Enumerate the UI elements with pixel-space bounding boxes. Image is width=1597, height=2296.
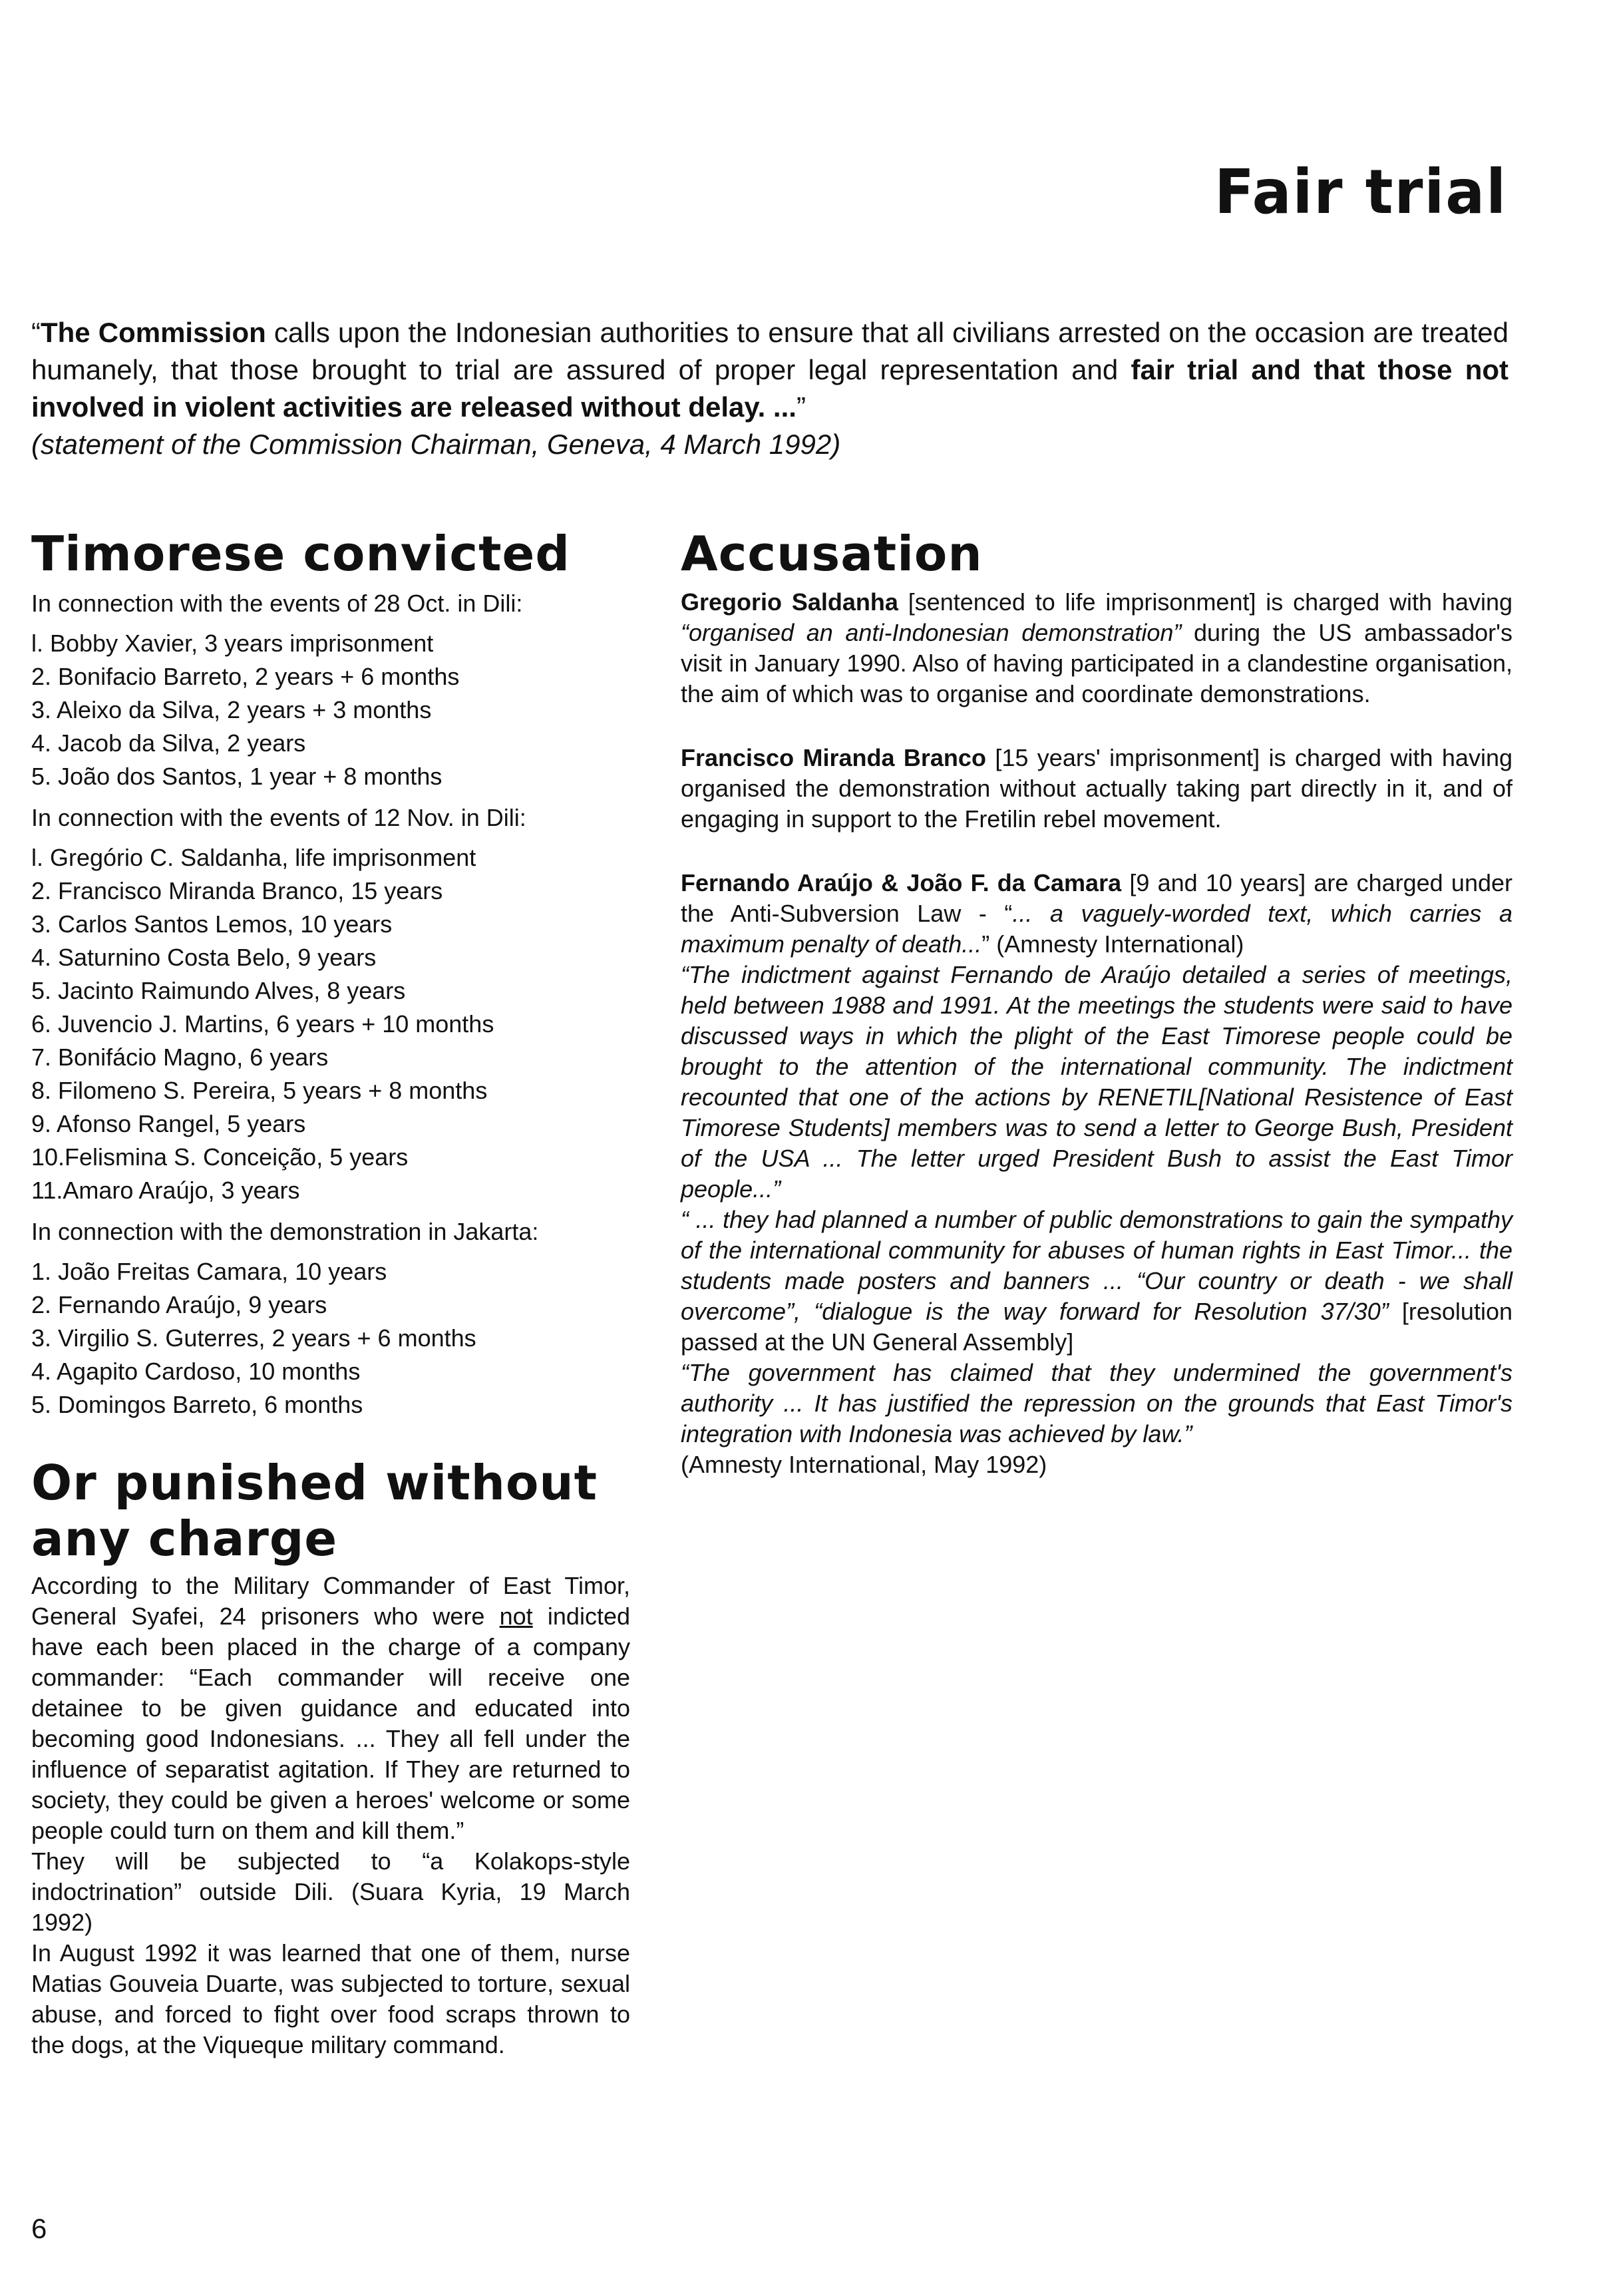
accusation-text: during the US ambassador's visit in January 1990. Also of having participated in a clandestine organisation, the aim of which was to organise and coordinate demonstrations.	[681, 619, 1512, 707]
list-item: 3. Aleixo da Silva, 2 years + 3 months	[31, 696, 432, 723]
accusation-branco	[681, 743, 1512, 835]
list-item: 2. Fernando Araújo, 9 years	[31, 1291, 327, 1318]
government-quote	[681, 1358, 1512, 1449]
demonstration-text: “ ... they had planned a number of public demonstrations to gain the sympathy of the international community for abuses of human rights in East Timor... the students made posters and banners ... “Our country or death - we shall overcome”, “dialogue is the way forward for Resolution 37/30”	[681, 1206, 1512, 1325]
list-item: l. Bobby Xavier, 3 years imprisonment	[31, 630, 434, 657]
accusation-text: [15 years' imprisonment] is charged with having organised the demonstration without actually taking part directly in it, and of engaging in support to the Fretilin rebel movement.	[681, 744, 1512, 833]
accusation-araujo-camara	[681, 868, 1512, 960]
punished-underlined-not: not	[499, 1603, 533, 1630]
list-item: 3. Carlos Santos Lemos, 10 years	[31, 910, 393, 938]
list-item: 3. Virgilio S. Guterres, 2 years + 6 months	[31, 1324, 476, 1352]
list-item: 2. Bonifacio Barreto, 2 years + 6 months	[31, 663, 460, 690]
list-item: 6. Juvencio J. Martins, 6 years + 10 months	[31, 1010, 494, 1038]
government-text: “The government has claimed that they undermined the government's authority ... It has justified the repression on the grounds that East Timor's integration with Indonesia was achieved by law.”	[681, 1359, 1512, 1447]
list-item: 4. Jacob da Silva, 2 years	[31, 729, 306, 757]
accused-name: Francisco Miranda Branco	[681, 744, 986, 771]
statement-quote	[31, 314, 1508, 426]
page-title: Fair trial	[1214, 156, 1507, 228]
left-column	[31, 526, 630, 2060]
punished-text-b: indicted have each been placed in the charge of a company commander: “Each commander will receive one detainee to be given guidance and educated into becoming good Indonesians. ... They all fell under the influence of separatist agitation. If They are returned to society, they could be given a heroes' welcome or some people could turn on them and kill them.”	[31, 1603, 630, 1844]
list-item: 10.Felismina S. Conceição, 5 years	[31, 1143, 409, 1171]
list-item: 4. Saturnino Costa Belo, 9 years	[31, 944, 377, 971]
group2-intro: In connection with the events of 12 Nov. in Dili:	[31, 804, 526, 831]
punished-text-a: According to the Military Commander of East Timor, General Syafei, 24 prisoners who were	[31, 1572, 630, 1630]
accusation-text: [9 and 10 years] are charged under the Anti-Subversion Law - “	[681, 869, 1512, 927]
punished-heading: Or punished without any charge	[31, 1455, 598, 1567]
quote-text: calls upon the Indonesian authorities to ensure that all civilians arrested on the occasion are treated humanely, that those brought to trial are assured of proper legal representation and	[31, 317, 1508, 385]
commission-statement	[31, 314, 1508, 463]
list-item: 9. Afonso Rangel, 5 years	[31, 1110, 306, 1137]
group3-intro: In connection with the demonstration in Jakarta:	[31, 1218, 539, 1245]
statement-source: (statement of the Commission Chairman, Geneva, 4 March 1992)	[31, 429, 841, 460]
accusation-saldanha	[681, 587, 1512, 709]
group2-list	[31, 841, 630, 1207]
punished-paragraph-3: In August 1992 it was learned that one of them, nurse Matias Gouveia Duarte, was subjected to torture, sexual abuse, and forced to fight over food scraps thrown to the dogs, at the Viqueque military command.	[31, 1939, 630, 2058]
list-item: 5. Domingos Barreto, 6 months	[31, 1391, 363, 1418]
indictment-text: “The indictment against Fernando de Araújo detailed a series of meetings, held between 1988 and 1991. At the meetings the students were said to have discussed ways in which the plight of the East Timorese people could be brought to the attention of the international community. The indictment recounted that one of the actions by RENETIL[National Resistence of East Timorese Students] members was to send a letter to George Bush, President of the USA ... The letter urged President Bush to assist the East Timor people...”	[681, 961, 1512, 1203]
page-number: 6	[31, 2213, 47, 2244]
accusation-quote: ... a vaguely-worded text, which carries a maximum penalty of death...	[681, 900, 1512, 958]
accusation-text: [sentenced to life imprisonment] is charged with having	[898, 588, 1512, 616]
group1-list	[31, 627, 630, 793]
punished-paragraph-1	[31, 1571, 630, 1846]
list-item: 8. Filomeno S. Pereira, 5 years + 8 months	[31, 1077, 488, 1104]
list-item: 5. João dos Santos, 1 year + 8 months	[31, 763, 443, 790]
group3-list	[31, 1255, 630, 1422]
list-item: 5. Jacinto Raimundo Alves, 8 years	[31, 977, 406, 1004]
accused-name: Gregorio Saldanha	[681, 588, 898, 616]
accusation-text: ” (Amnesty International)	[981, 930, 1244, 958]
list-item: 4. Agapito Cardoso, 10 months	[31, 1358, 361, 1385]
list-item: 11.Amaro Araújo, 3 years	[31, 1177, 300, 1204]
list-item: 7. Bonifácio Magno, 6 years	[31, 1044, 329, 1071]
resolution-note: [resolution passed at the UN General Assembly]	[681, 1298, 1512, 1356]
list-item: 1. João Freitas Camara, 10 years	[31, 1258, 387, 1285]
accused-name: Fernando Araújo & João F. da Camara	[681, 869, 1122, 896]
right-column	[681, 526, 1512, 1480]
group1-intro: In connection with the events of 28 Oct. in Dili:	[31, 590, 523, 617]
list-item: l. Gregório C. Saldanha, life imprisonment	[31, 844, 476, 871]
accusation-quote: “organised an anti-Indonesian demonstration”	[681, 619, 1182, 646]
quote-bold-fair-trial: fair trial and that those not involved in violent activities are released without delay. ...	[31, 354, 1509, 423]
accusation-heading: Accusation	[681, 526, 983, 582]
quote-mark-close: ”	[796, 391, 806, 423]
quote-bold-commission: The Commission	[41, 317, 266, 348]
indictment-quote	[681, 960, 1512, 1205]
convicted-heading: Timorese convicted	[31, 526, 570, 582]
punished-paragraph-2: They will be subjected to “a Kolakops-style indoctrination” outside Dili. (Suara Kyria, 19 March 1992)	[31, 1847, 630, 1936]
amnesty-source: (Amnesty International, May 1992)	[681, 1451, 1047, 1478]
demonstration-quote	[681, 1205, 1512, 1358]
quote-mark-open: “	[31, 317, 41, 348]
list-item: 2. Francisco Miranda Branco, 15 years	[31, 877, 443, 904]
